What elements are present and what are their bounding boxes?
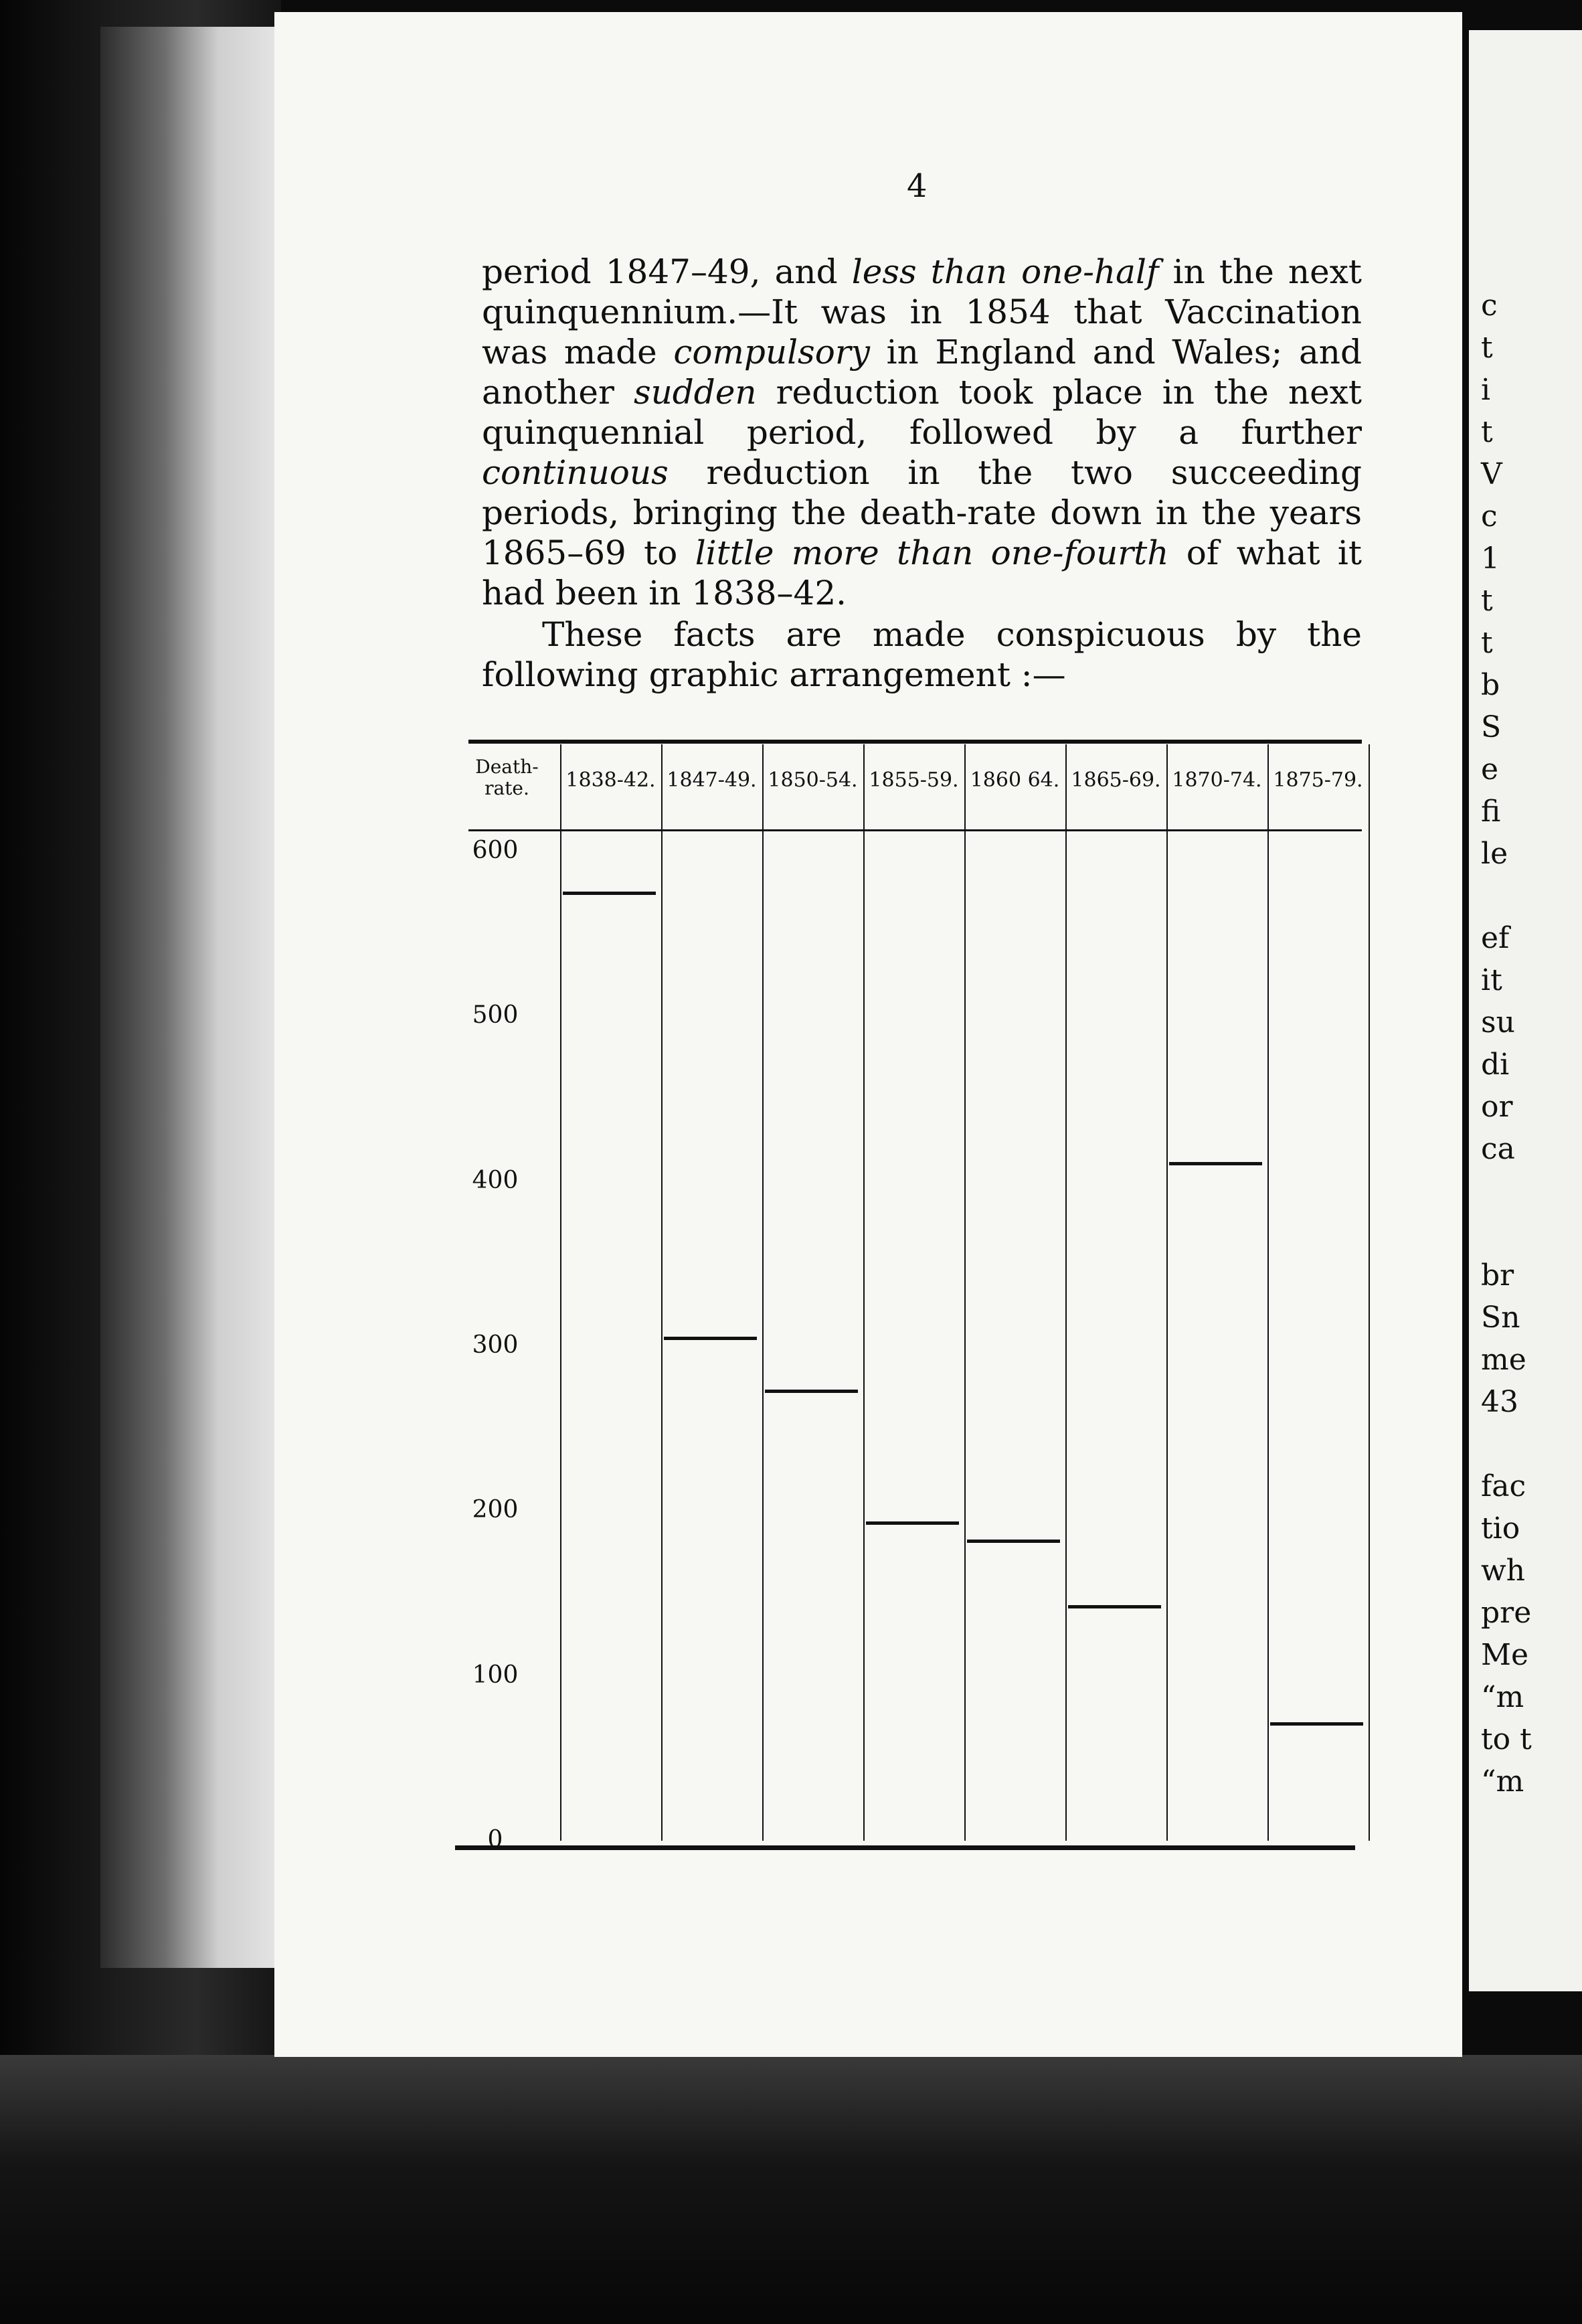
category-label: 1850-54. [768,768,858,792]
text-run: in England and Wales; and another [482,333,1363,412]
category-label: 1875-79. [1273,768,1363,792]
italic-run: little more than one-fourth [695,533,1169,572]
death-rate-mark [967,1540,1060,1543]
text-run: reduction took place in the next quinquennial period, followed by a further [482,373,1362,452]
italic-run: sudden [633,373,757,412]
italic-run: continuous [482,453,669,492]
chart-header-rule [468,829,1362,831]
italic-run: less than one-half [851,252,1159,291]
column-divider [1267,744,1269,1841]
y-tick-label: 300 [472,1331,519,1359]
y-tick-label: 0 [487,1826,503,1853]
column-divider [661,744,663,1841]
y-tick-label: 400 [472,1166,519,1194]
text-run: period 1847–49, and [482,252,852,291]
y-tick-label: 600 [472,837,519,864]
category-label: 1855-59. [869,768,959,792]
y-axis-label: Death-rate. [475,756,539,799]
y-tick-label: 500 [472,1001,519,1029]
facing-page-fragment [1469,30,1582,1991]
category-label: 1865-69. [1071,768,1161,792]
column-divider [560,744,561,1841]
column-divider [863,744,865,1841]
column-divider [1369,744,1370,1841]
death-rate-chart [455,730,1372,1868]
body-text [482,252,1362,695]
death-rate-mark [664,1337,757,1340]
column-divider [762,744,764,1841]
column-divider [1166,744,1168,1841]
category-label: 1847-49. [667,768,757,792]
death-rate-mark [1169,1162,1262,1165]
chart-top-rule [468,740,1362,744]
death-rate-mark [866,1521,959,1525]
scan-bottom-edge [0,2055,1582,2324]
death-rate-mark [765,1390,858,1393]
italic-run: compulsory [673,333,870,371]
text-run: reduction in the two succeeding periods, bringing the death-rate down in the years 1865–69 to [482,453,1362,572]
y-tick-label: 100 [472,1661,519,1689]
text-run: of what it had been in 1838–42. [482,533,1362,612]
chart-bottom-rule [455,1845,1355,1850]
category-label: 1870-74. [1172,768,1262,792]
death-rate-mark [563,892,656,895]
page-number: 4 [907,167,928,205]
y-tick-label: 200 [472,1496,519,1524]
column-divider [964,744,966,1841]
facing-page-text: c t i t V c 1 t t b S e fi le ef it su di or ca br Sn me 43 fac tio wh pre Me “m to t “m [1481,288,1532,1799]
paragraph-1 [482,252,1362,613]
category-label: 1860 64. [970,768,1060,792]
text-run: in the next quinquennium.—It was in 1854 that Vaccination was made [482,252,1362,371]
category-label: 1838-42. [565,768,656,792]
column-divider [1065,744,1067,1841]
death-rate-mark [1068,1605,1161,1608]
death-rate-mark [1270,1722,1363,1726]
paragraph-2: These facts are made conspicuous by the following graphic arrangement :— [482,615,1362,694]
